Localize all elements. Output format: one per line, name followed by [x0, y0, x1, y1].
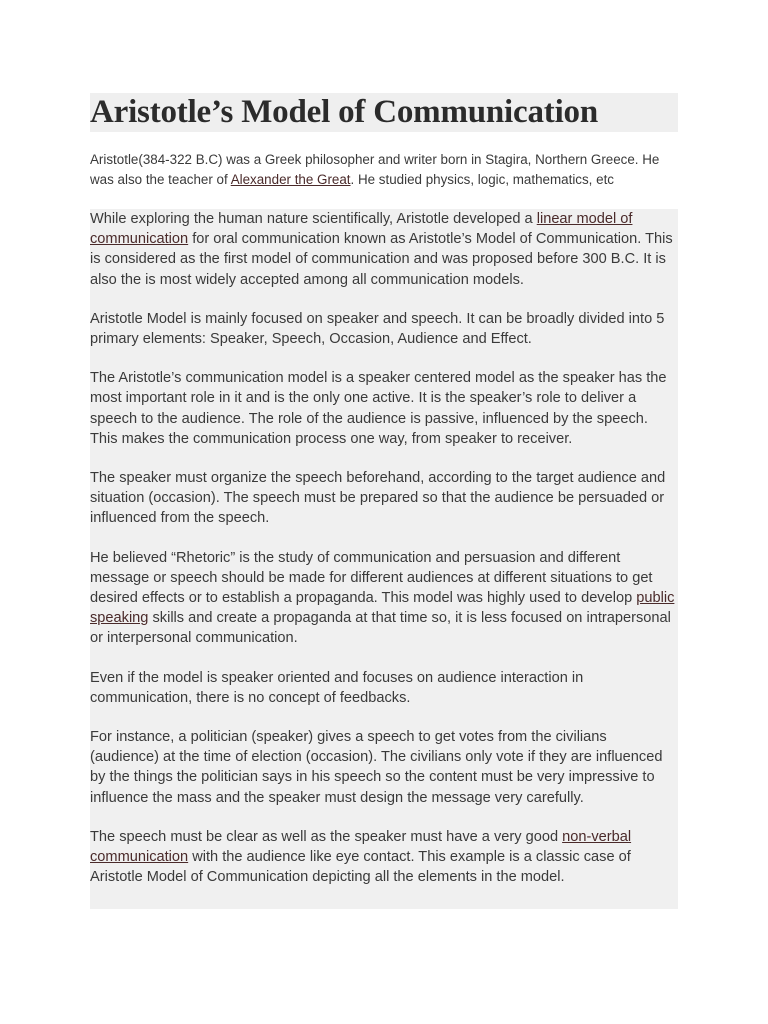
paragraph-rhetoric: [90, 548, 678, 649]
paragraph-organize-speech: The speaker must organize the speech beforehand, according to the target audience and situation (occasion). The speech must be prepared so that the audience be persuaded or influenced from the speech.: [90, 470, 666, 527]
title-highlight: [90, 93, 678, 132]
p1-text-after: for oral communication known as Aristotle’s Model of Communication. This is considered as the first model of communication and was proposed before 300 B.C. It is also the is most widely accepted among all communication models.: [90, 231, 673, 288]
intro-paragraph: [90, 150, 680, 190]
p5-text-before: He believed “Rhetoric” is the study of communication and persuasion and different message or speech should be made for different audiences at different situations to get desired effects or to establish a propaganda. This model was highly used to develop: [90, 549, 653, 607]
paragraph-politician-example: For instance, a politician (speaker) gives a speech to get votes from the civilians (audience) at the time of election (occasion). The civilians only vote if they are influenced by the things the politician says in his speech so the content must be very impressive to influence the mass and the speaker must design the message very carefully.: [90, 729, 663, 806]
p8-text-before: The speech must be clear as well as the speaker must have a very good: [90, 828, 563, 845]
article-body: [90, 209, 678, 909]
p1-text-before: While exploring the human nature scientifically, Aristotle developed a: [90, 211, 537, 227]
non-verbal-communication-link[interactable]: non-verbal communication: [90, 828, 632, 866]
intro-text-after: . He studied physics, logic, mathematics, etc: [350, 172, 614, 187]
paragraph-non-verbal: [90, 827, 678, 888]
intro-text-before: Aristotle(384-322 B.C) was a Greek philosopher and writer born in Stagira, Northern Greece. He was also the teacher of: [90, 152, 660, 187]
paragraph-no-feedback: Even if the model is speaker oriented and focuses on audience interaction in communication, there is no concept of feedbacks.: [90, 669, 584, 706]
p8-text-after: with the audience like eye contact. This example is a classic case of Aristotle Model of Communication depicting all the elements in the model.: [90, 849, 631, 886]
page-title: Aristotle’s Model of Communication: [90, 94, 598, 130]
paragraph-speaker-centered: The Aristotle’s communication model is a speaker centered model as the speaker has the most important role in it and is the only one active. It is the speaker’s role to deliver a speech to the audience. The role of the audience is passive, influenced by the speech. This makes the communication process one way, from speaker to receiver.: [90, 370, 667, 447]
paragraph-elements: Aristotle Model is mainly focused on speaker and speech. It can be broadly divided into 5 primary elements: Speaker, Speech, Occasion, Audience and Effect.: [90, 310, 665, 348]
paragraph-linear-model: [90, 209, 678, 290]
linear-model-link[interactable]: linear model of communication: [90, 211, 633, 248]
p5-text-after: skills and create a propaganda at that time so, it is less focused on intrapersonal or interpersonal communication.: [90, 610, 671, 647]
public-speaking-link[interactable]: public speaking: [90, 590, 675, 627]
alexander-the-great-link[interactable]: Alexander the Great: [230, 172, 351, 187]
